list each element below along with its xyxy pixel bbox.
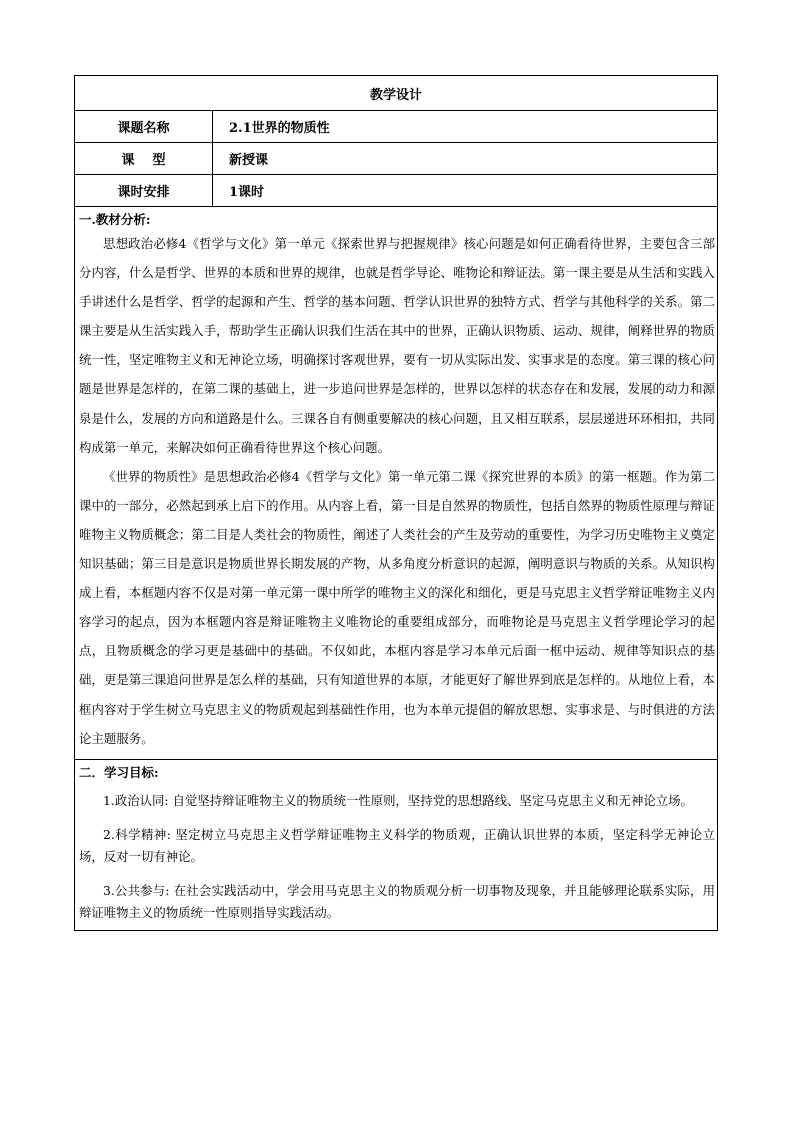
analysis-paragraph: 《世界的物质性》是思想政治必修4《哲学与文化》第一单元第二课《探究世界的本质》的第一框题。作为第二课中的一部分，必然起到承上启下的作用。从内容上看，第一目是自然界的物质性，包括自然界的物质性原理与辩证唯物主义物质概念；第二目是人类社会的物质性，阐述了人类社会的产生及劳动的重要性，为学习历史唯物主义奠定知识基础；第三目是意识是物质世界长期发展的产物，从多角度分析意识的起源，阐明意识与物质的关系。从知识构成上看，本框题内容不仅是对第一单元第一课中所学的唯物主义的深化和细化，更是马克思主义哲学辩证唯物主义内容学习的起点，因为本框题内容是辩证唯物主义唯物论的重要组成部分，而唯物论是马克思主义哲学理论学习的起点，且物质概念的学习更是基础中的基础。不仅如此，本框内容是学习本单元后面一框中运动、规律等知识点的基础，更是第三课追问世界是怎么样的基础，只有知道世界的本原，才能更好了解世界到底是怎样的。从地位上看，本框内容对于学生树立马克思主义的物质观起到基础性作用，也为本单元提倡的解放思想、实事求是、与时俱进的方法论主题服务。 <box>79 468 716 746</box>
goal-item: 2.科学精神: 坚定树立马克思主义哲学辩证唯物主义科学的物质观，正确认识世界的本质，坚定科学无神论立场，反对一切有神论。 <box>79 826 716 864</box>
table-row-type <box>75 143 718 175</box>
analysis-paragraph: 思想政治必修4《哲学与文化》第一单元《探索世界与把握规律》核心问题是如何正确看待世界，主要包含三部分内容，什么是哲学、世界的本质和世界的规律，也就是哲学导论、唯物论和辩证法。第一课主要是从生活和实践入手讲述什么是哲学、哲学的起源和产生、哲学的基本问题、哲学认识世界的独特方式、哲学与其他科学的关系。第二课主要是从生活实践入手，帮助学生正确认识我们生活在其中的世界，正确认识物质、运动、规律，阐释世界的物质统一性，坚定唯物主义和无神论立场，明确探讨客观世界，要有一切从实际出发、实事求是的态度。第三课的核心问题是世界是怎样的，在第二课的基础上，进一步追问世界是怎样的，世界以怎样的状态存在和发展，发展的动力和源泉是什么，发展的方向和道路是什么。三课各自有侧重要解决的核心问题，且又相互联系，层层递进环环相扣，共同构成第一单元，来解决如何正确看待世界这个核心问题。 <box>79 236 716 455</box>
section-heading-goals: 二．学习目标: <box>79 764 159 780</box>
type-value: 新授课 <box>213 143 718 175</box>
teaching-design-table <box>74 75 718 931</box>
type-label: 课 型 <box>75 143 213 175</box>
schedule-label: 课时安排 <box>75 175 213 207</box>
topic-label: 课题名称 <box>75 111 213 143</box>
goal-item: 1.政治认同: 自觉坚持辩证唯物主义的物质统一性原则，坚持党的思想路线、坚定马克思主义和无神论立场。 <box>103 792 693 808</box>
table-row-schedule <box>75 175 718 207</box>
table-row-topic <box>75 111 718 143</box>
goal-item: 3.公共参与: 在社会实践活动中，学会用马克思主义的物质观分析一切事物及现象，并且能够理论联系实际，用辩证唯物主义的物质统一性原则指导实践活动。 <box>79 882 716 920</box>
section-heading-analysis: 一.教材分析: <box>79 212 151 227</box>
topic-value: 2.1世界的物质性 <box>213 111 718 143</box>
schedule-value: 1课时 <box>213 175 718 207</box>
table-title: 教学设计 <box>75 76 718 111</box>
textbook-analysis-section <box>75 207 718 760</box>
learning-goals-section <box>75 759 718 930</box>
